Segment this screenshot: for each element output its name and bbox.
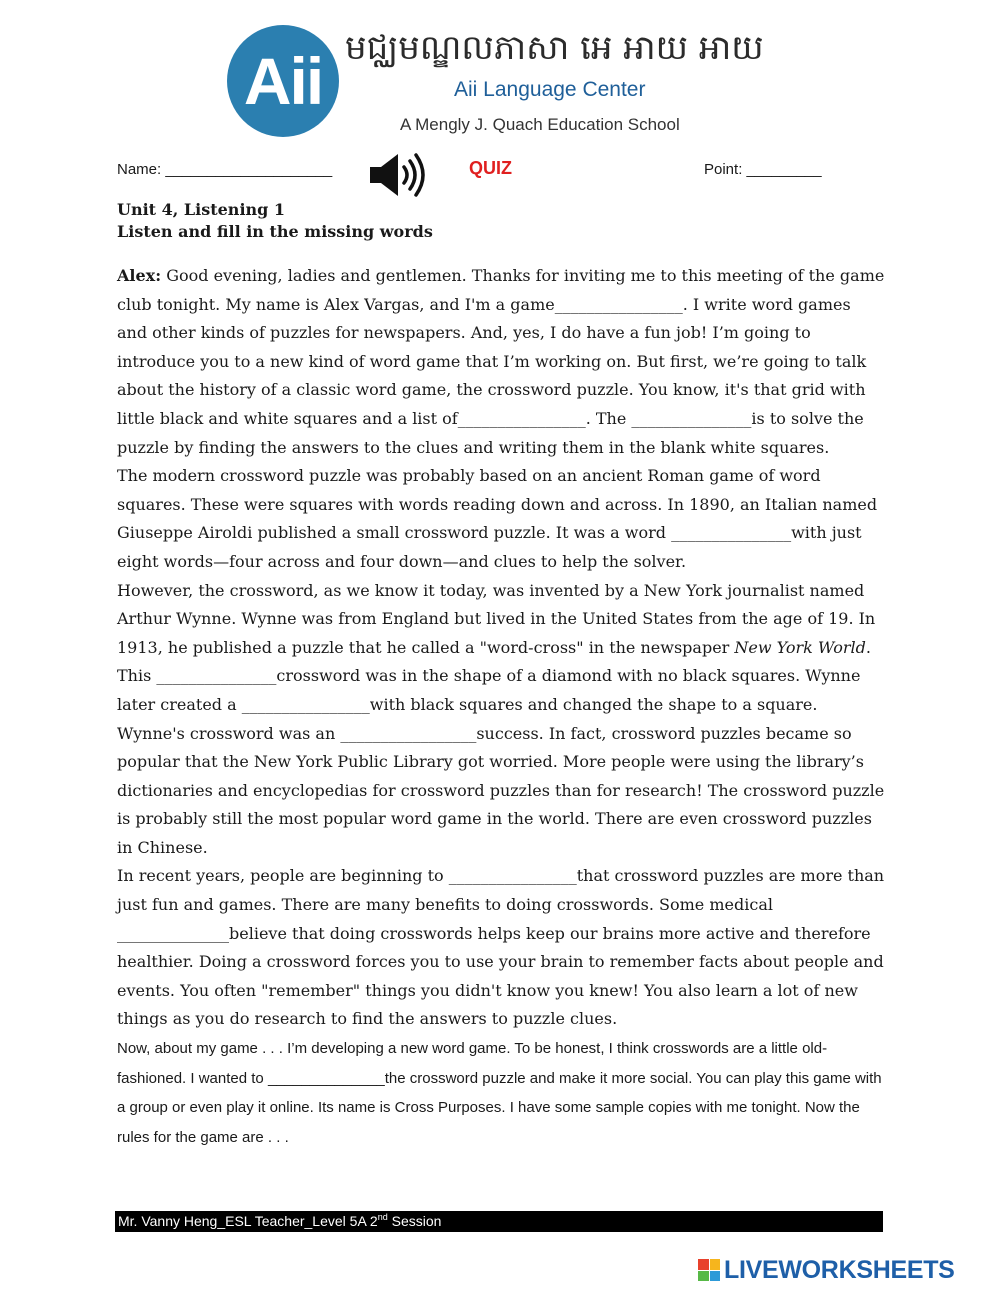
unit-heading (117, 199, 433, 243)
quiz-label: QUIZ (469, 158, 512, 178)
paragraph-2: The modern crossword puzzle was probably based on an ancient Roman game of word squares. These were squares with words reading down and across. In 1890, an Italian named Giuseppe Airoldi published a small crossword puzzle. It was a word _______________with just eight words—four across and four down—and clues to help the solver. (117, 466, 878, 571)
header (0, 0, 1000, 150)
unit-instruction: Listen and fill in the missing words (117, 222, 433, 241)
footer-text: Mr. Vanny Heng_ESL Teacher_Level 5A 2 (118, 1213, 378, 1229)
center-name: Aii Language Center (454, 78, 646, 101)
footer-text-end: Session (387, 1213, 442, 1229)
unit-title: Unit 4, Listening 1 (117, 200, 286, 219)
newspaper-title: New York World (734, 637, 866, 657)
footer-bar (115, 1211, 883, 1232)
point-field[interactable]: Point: _________ (704, 161, 822, 178)
passage (117, 262, 885, 1152)
liveworksheets-wordmark: LIVEWORKSHEETS (724, 1255, 955, 1284)
speaker-label: Alex: (117, 266, 162, 285)
liveworksheets-logo-icon (698, 1259, 720, 1281)
paragraph-6: Now, about my game . . . I’m developing a new word game. To be honest, I think crosswords are a little old-fashioned. I wanted to ______________the crossword puzzle and make it more social. You can play this game with a group or even play it online. Its name is Cross Purposes. I have some sample copies with me tonight. Now the rules for the game are . . . (117, 1040, 882, 1146)
paragraph-3-text-a: However, the crossword, as we know it today, was invented by a New York journalist named Arthur Wynne. Wynne was from England but lived in the United States from the age of 19. In 1913, he published a puzzle that he called a "word-cross" in the newspaper (117, 580, 876, 657)
aii-logo: Aii (227, 25, 339, 137)
speaker-icon[interactable] (368, 150, 430, 200)
footer-superscript: nd (377, 1212, 388, 1222)
paragraph-3 (117, 577, 885, 720)
paragraph-1-text: Good evening, ladies and gentlemen. Thanks for inviting me to this meeting of the game club tonight. My name is Alex Vargas, and I'm a game________________. I write word games and other kinds of puzzles for newspapers. And, yes, I do have a fun job! I’m going to introduce you to a new kind of word game that I’m working on. But first, we’re going to talk about the history of a classic word game, the crossword puzzle. You know, it's that grid with little black and white squares and a list of________________. The _______________is to solve the puzzle by finding the answers to the clues and writing them in the blank white squares. (117, 266, 885, 457)
paragraph-1 (117, 262, 885, 462)
paragraph-3-text-b: . This _______________crossword was in the shape of a diamond with no black squares. Wynne later created a ________________with black squares and changed the shape to a square. (117, 637, 871, 714)
name-field[interactable]: Name: ____________________ (117, 161, 333, 178)
info-row (117, 150, 837, 198)
paragraph-5: In recent years, people are beginning to ________________that crossword puzzles are more than just fun and games. There are many benefits to doing crosswords. Some medical ______________believe that doing crosswords helps keep our brains more active and therefore healthier. Doing a crossword forces you to use your brain to remember facts about people and events. You often "remember" things you didn't know you knew! You also learn a lot of new things as you do research to find the answers to puzzle clues. (117, 866, 885, 1029)
liveworksheets-brand[interactable] (698, 1256, 955, 1284)
khmer-center-name: មជ្ឈមណ្ឌលភាសា អេ អាយ អាយ (345, 28, 764, 68)
paragraph-4: Wynne's crossword was an _________________success. In fact, crossword puzzles became so popular that the New York Public Library got worried. More people were using the library’s dictionaries and encyclopedias for crossword puzzles than for research! The crossword puzzle is probably still the most popular word game in the world. There are even crossword puzzles in Chinese. (117, 723, 885, 857)
school-subtitle: A Mengly J. Quach Education School (400, 115, 680, 134)
